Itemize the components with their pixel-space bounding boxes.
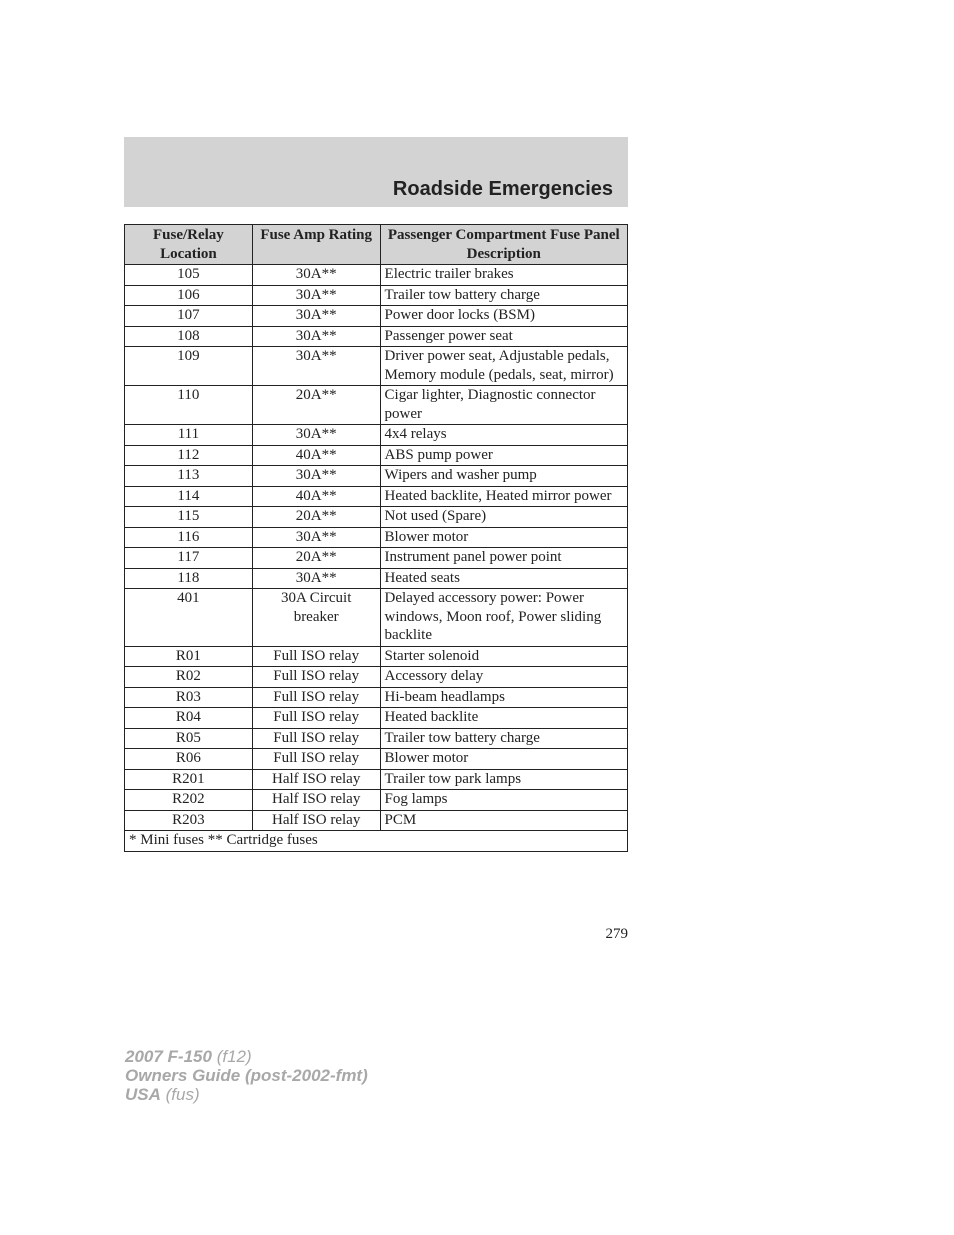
- cell-location: 401: [125, 589, 253, 647]
- table-row: [125, 265, 628, 286]
- cell-location: R03: [125, 687, 253, 708]
- cell-location: R04: [125, 708, 253, 729]
- fuse-table: [124, 224, 628, 852]
- table-body: [125, 265, 628, 831]
- page-number: 279: [605, 926, 628, 942]
- cell-rating: Full ISO relay: [252, 749, 380, 770]
- footer-market-code: (fus): [165, 1085, 200, 1104]
- document-footer: [125, 1047, 368, 1104]
- cell-description: 4x4 relays: [380, 425, 627, 446]
- cell-location: R202: [125, 790, 253, 811]
- cell-rating: 30A**: [252, 285, 380, 306]
- section-title: Roadside Emergencies: [392, 178, 613, 200]
- cell-location: R06: [125, 749, 253, 770]
- table-row: [125, 708, 628, 729]
- column-header-rating: Fuse Amp Rating: [252, 225, 380, 265]
- cell-description: Trailer tow battery charge: [380, 728, 627, 749]
- cell-rating: 30A**: [252, 326, 380, 347]
- table-row: [125, 548, 628, 569]
- table-row: [125, 326, 628, 347]
- footer-guide: Owners Guide (post-2002-fmt): [125, 1066, 368, 1085]
- cell-rating: 30A**: [252, 306, 380, 327]
- footer-model: 2007 F-150: [125, 1047, 212, 1066]
- cell-location: 113: [125, 466, 253, 487]
- cell-rating: 30A**: [252, 466, 380, 487]
- cell-rating: 30A**: [252, 527, 380, 548]
- cell-rating: 30A**: [252, 265, 380, 286]
- table-row: [125, 507, 628, 528]
- cell-location: 111: [125, 425, 253, 446]
- table-row: [125, 347, 628, 386]
- cell-location: R02: [125, 667, 253, 688]
- table-row: [125, 306, 628, 327]
- table-row: [125, 749, 628, 770]
- cell-description: Electric trailer brakes: [380, 265, 627, 286]
- cell-location: 109: [125, 347, 253, 386]
- cell-description: Power door locks (BSM): [380, 306, 627, 327]
- table-row: [125, 728, 628, 749]
- cell-location: 118: [125, 568, 253, 589]
- cell-description: Starter solenoid: [380, 646, 627, 667]
- cell-rating: 40A**: [252, 486, 380, 507]
- cell-rating: Full ISO relay: [252, 646, 380, 667]
- cell-description: Cigar lighter, Diagnostic connector power: [380, 386, 627, 425]
- cell-rating: 40A**: [252, 445, 380, 466]
- footer-market: USA: [125, 1085, 161, 1104]
- cell-description: Driver power seat, Adjustable pedals, Memory module (pedals, seat, mirror): [380, 347, 627, 386]
- cell-location: R201: [125, 769, 253, 790]
- cell-location: 108: [125, 326, 253, 347]
- cell-rating: Full ISO relay: [252, 687, 380, 708]
- cell-description: Hi-beam headlamps: [380, 687, 627, 708]
- cell-description: PCM: [380, 810, 627, 831]
- table-header-row: [125, 225, 628, 265]
- table-row: [125, 646, 628, 667]
- table-row: [125, 568, 628, 589]
- cell-rating: 20A**: [252, 386, 380, 425]
- cell-location: 117: [125, 548, 253, 569]
- footer-model-code: (f12): [216, 1047, 252, 1066]
- table-row: [125, 769, 628, 790]
- cell-description: Instrument panel power point: [380, 548, 627, 569]
- cell-location: 107: [125, 306, 253, 327]
- table-row: [125, 445, 628, 466]
- cell-description: Heated backlite, Heated mirror power: [380, 486, 627, 507]
- cell-description: Passenger power seat: [380, 326, 627, 347]
- cell-description: ABS pump power: [380, 445, 627, 466]
- table-footnote: * Mini fuses ** Cartridge fuses: [125, 831, 628, 852]
- cell-location: R01: [125, 646, 253, 667]
- cell-description: Fog lamps: [380, 790, 627, 811]
- cell-description: Blower motor: [380, 749, 627, 770]
- cell-description: Trailer tow park lamps: [380, 769, 627, 790]
- cell-description: Not used (Spare): [380, 507, 627, 528]
- cell-location: 105: [125, 265, 253, 286]
- cell-rating: 30A Circuit breaker: [252, 589, 380, 647]
- cell-rating: 30A**: [252, 425, 380, 446]
- cell-rating: 30A**: [252, 568, 380, 589]
- column-header-location: Fuse/Relay Location: [125, 225, 253, 265]
- cell-description: Heated backlite: [380, 708, 627, 729]
- footer-line-guide: [125, 1066, 368, 1085]
- cell-rating: Full ISO relay: [252, 728, 380, 749]
- cell-rating: Half ISO relay: [252, 769, 380, 790]
- table-row: [125, 589, 628, 647]
- cell-description: Accessory delay: [380, 667, 627, 688]
- table-row: [125, 527, 628, 548]
- cell-location: 106: [125, 285, 253, 306]
- table-row: [125, 425, 628, 446]
- cell-description: Delayed accessory power: Power windows, Moon roof, Power sliding backlite: [380, 589, 627, 647]
- cell-rating: Half ISO relay: [252, 790, 380, 811]
- table-row: [125, 667, 628, 688]
- table-row: [125, 466, 628, 487]
- section-header-band: [124, 137, 628, 207]
- footer-line-market: [125, 1085, 368, 1104]
- cell-location: 114: [125, 486, 253, 507]
- cell-location: 116: [125, 527, 253, 548]
- cell-description: Blower motor: [380, 527, 627, 548]
- cell-description: Heated seats: [380, 568, 627, 589]
- table-row: [125, 386, 628, 425]
- cell-rating: 30A**: [252, 347, 380, 386]
- cell-location: 110: [125, 386, 253, 425]
- cell-location: R203: [125, 810, 253, 831]
- table-footnote-row: [125, 831, 628, 852]
- cell-location: 112: [125, 445, 253, 466]
- cell-description: Trailer tow battery charge: [380, 285, 627, 306]
- cell-rating: 20A**: [252, 548, 380, 569]
- cell-rating: Half ISO relay: [252, 810, 380, 831]
- cell-location: 115: [125, 507, 253, 528]
- cell-rating: Full ISO relay: [252, 708, 380, 729]
- cell-location: R05: [125, 728, 253, 749]
- cell-description: Wipers and washer pump: [380, 466, 627, 487]
- footer-line-model: [125, 1047, 368, 1066]
- table-row: [125, 790, 628, 811]
- column-header-description: Passenger Compartment Fuse Panel Description: [380, 225, 627, 265]
- cell-rating: Full ISO relay: [252, 667, 380, 688]
- table-row: [125, 486, 628, 507]
- table-row: [125, 810, 628, 831]
- cell-rating: 20A**: [252, 507, 380, 528]
- table-row: [125, 687, 628, 708]
- table-row: [125, 285, 628, 306]
